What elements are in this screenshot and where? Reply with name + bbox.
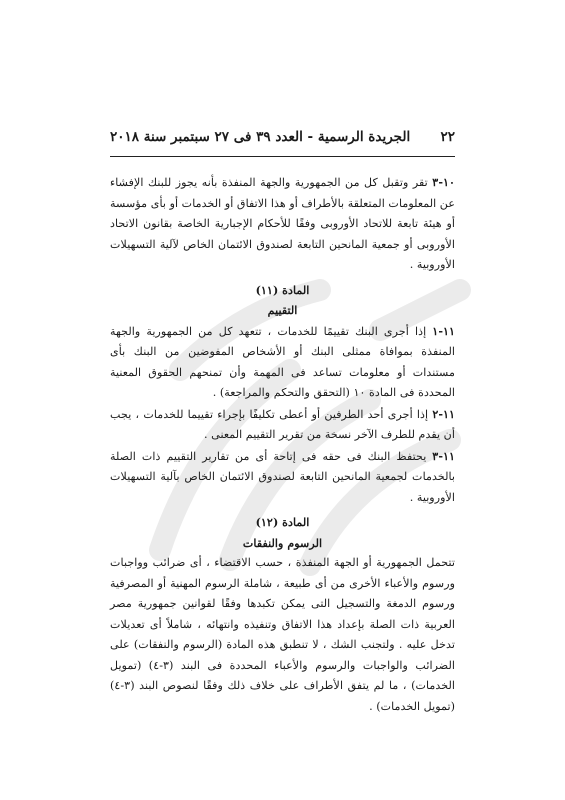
clause-number: ١١-٢ bbox=[432, 406, 456, 421]
clause-number: ١١-٣ bbox=[432, 448, 455, 463]
paragraph-11-1 bbox=[110, 321, 455, 404]
clause-number: ١٠-٣ bbox=[432, 175, 455, 189]
clause-text: إذا أجرى البنك تقييمًا للخدمات ، تتعهد كل من الجمهورية والجهة المنفذة بموافاة ممثلى البنك أو الأشخاص المفوضين من البنك بأى مستندات أو معلومات تساعد فى المهمة وأن تمنحهم الحقوق المعنية المحددة فى المادة ١٠ (التحقق والتحكم والمراجعة) . bbox=[110, 324, 455, 399]
clause-text: يحتفظ البنك فى حقه فى إتاحة أى من تقارير التقييم ذات الصلة بالخدمات لجمعية المانحين التابعة لصندوق الائتمان الخاص بآلية التسهيلات الأوروبية . bbox=[110, 449, 455, 504]
document-body bbox=[110, 172, 455, 717]
gazette-title: الجريدة الرسمية - العدد ٣٩ فى ٢٧ سبتمبر سنة ٢٠١٨ bbox=[110, 129, 411, 145]
header-divider bbox=[110, 156, 455, 157]
paragraph-12: تتحمل الجمهورية أو الجهة المنفذة ، حسب الاقتضاء ، أى ضرائب وواجبات ورسوم والأعباء الأخرى من أى طبيعة ، شاملة الرسوم المهنية أو المصرفية ورسوم الدمغة والتسجيل التى يمكن تكبدها وفقًا لقوانين جمهورية مصر العربية ذات الصلة بإعداد هذا الاتفاق وتنفيذه وانتهائه ، شاملاً أى تعديلات تدخل عليه . ولتجنب الشك ، لا تنطبق هذه المادة (الرسوم والنفقات) على الضرائب والواجبات والرسوم والأعباء المحددة فى البند (٣-٤) (تمويل الخدمات) ، ما لم يتفق الأطراف على خلاف ذلك وفقًا لنصوص البند (٣-٤) (تمويل الخدمات) . bbox=[110, 556, 456, 713]
clause-text: تقر وتقبل كل من الجمهورية والجهة المنفذة بأنه يجوز للبنك الإفشاء عن المعلومات المتعلقة بالأطراف أو هذا الاتفاق أو الخدمات أو بأى مؤسسة أو هيئة تابعة للاتحاد الأوروبى وفقًا للأحكام الإجبارية الخاصة بقانون الاتحاد الأوروبى أو جمعية المانحين التابعة لصندوق الائتمان الخاص لآلية التسهيلات الأوروبية . bbox=[110, 176, 455, 271]
paragraph-10-3 bbox=[110, 172, 455, 276]
article-12-title: الرسوم والنفقات bbox=[242, 535, 323, 550]
clause-text: إذا أجرى أحد الطرفين أو أعطى تكليفًا بإجراء تقييما للخدمات ، يجب أن يقدم للطرف الآخر نسخة من تقرير التقييم المعنى . bbox=[110, 407, 455, 441]
article-12-heading: المادة (١٢) bbox=[255, 515, 310, 529]
article-11-title: التقييم bbox=[267, 303, 298, 317]
page-number: ٢٢ bbox=[440, 129, 455, 145]
page-header bbox=[110, 129, 455, 153]
article-11-heading: المادة (١١) bbox=[255, 282, 310, 297]
paragraph-11-2 bbox=[110, 404, 455, 446]
paragraph-11-3 bbox=[110, 446, 455, 509]
clause-number: ١١-١ bbox=[432, 323, 455, 338]
